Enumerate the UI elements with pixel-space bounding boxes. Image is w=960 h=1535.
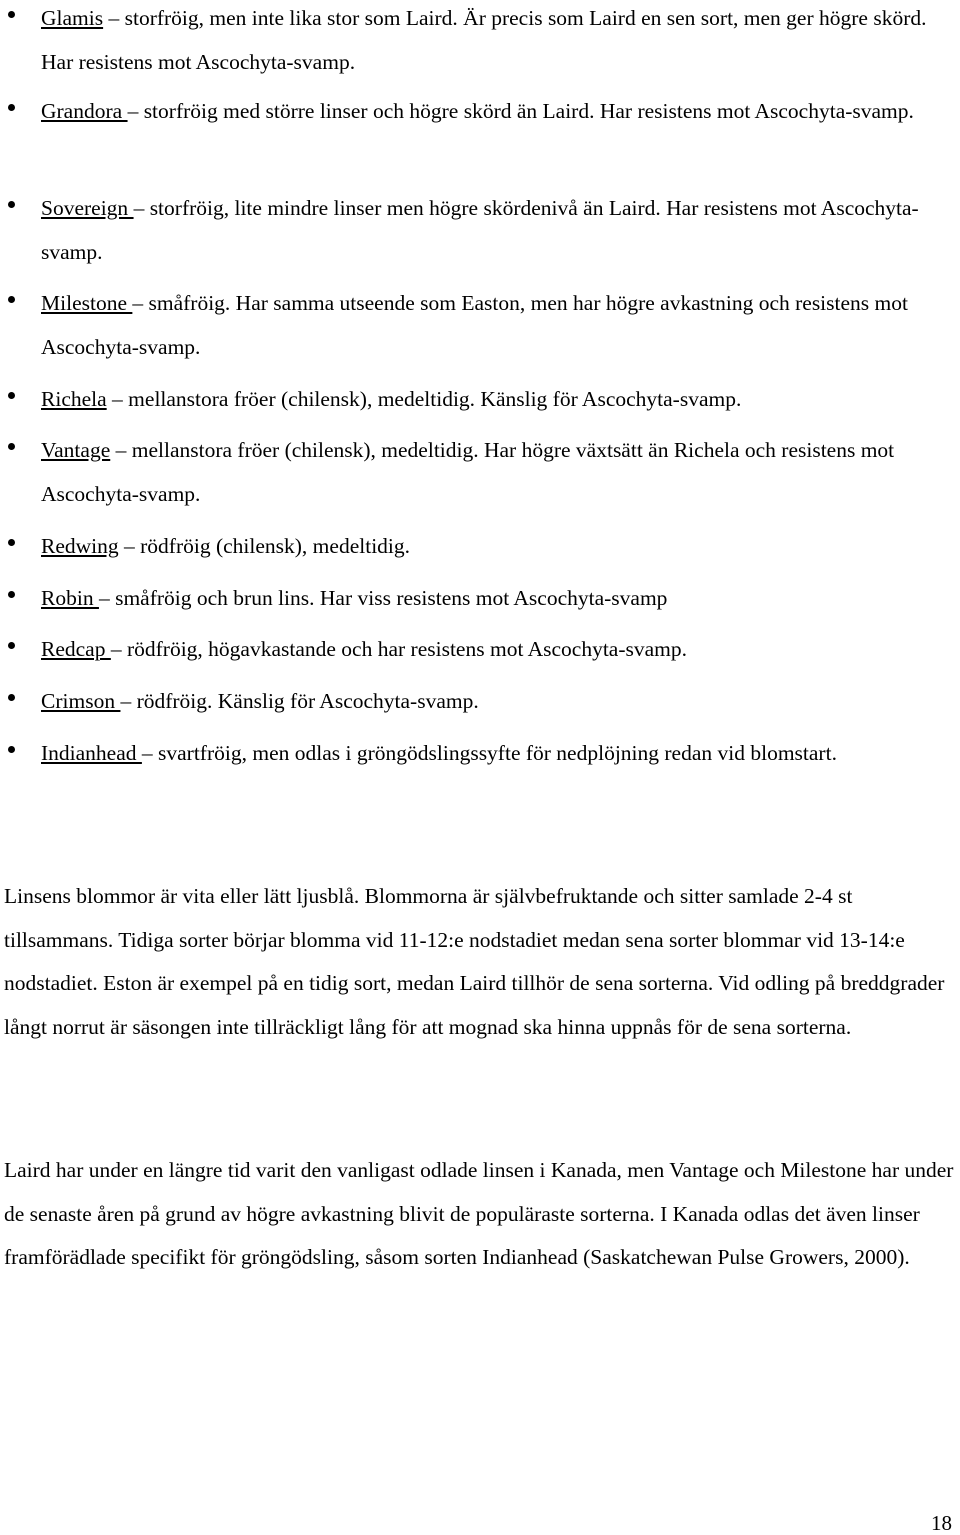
list-item-text (41, 576, 956, 620)
list-item-text (41, 281, 956, 369)
variety-description: – rödfröig. Känslig för Ascochyta-svamp. (120, 689, 479, 713)
variety-description: – mellanstora fröer (chilensk), medeltidig. Har högre växtsätt än Richela och resistens mot Ascochyta-svamp. (41, 438, 895, 506)
bullet-icon (8, 746, 15, 753)
bullet-icon (8, 392, 15, 399)
variety-name: Grandora (41, 99, 128, 123)
bullet-icon (8, 539, 15, 546)
list-item-text (41, 186, 956, 274)
variety-description: – småfröig. Har samma utseende som Easton, men har högre avkastning och resistens mot Ascochyta-svamp. (41, 291, 908, 359)
bullet-icon (8, 694, 15, 701)
variety-name: Glamis (41, 6, 104, 30)
list-item-text (41, 679, 956, 723)
bullet-icon (8, 642, 15, 649)
variety-name: Redcap (41, 637, 111, 661)
bullet-icon (8, 296, 15, 303)
variety-name: Indianhead (41, 741, 142, 765)
variety-description: – rödfröig (chilensk), medeltidig. (118, 534, 411, 558)
variety-description: – storfröig med större linser och högre skörd än Laird. Har resistens mot Ascochyta-svamp. (127, 99, 914, 123)
bullet-icon (8, 104, 15, 111)
list-item-text (41, 524, 956, 568)
list-item-text (41, 377, 956, 421)
bullet-icon (8, 591, 15, 598)
variety-description: – rödfröig, högavkastande och har resistens mot Ascochyta-svamp. (110, 637, 688, 661)
variety-description: – småfröig och brun lins. Har viss resistens mot Ascochyta-svamp (98, 586, 668, 610)
list-item-text (41, 0, 956, 84)
list-item-text (41, 428, 956, 516)
list-item-text (41, 627, 956, 671)
variety-name: Crimson (41, 689, 121, 713)
variety-name: Richela (41, 387, 107, 411)
variety-name: Robin (41, 586, 99, 610)
list-item-text (41, 89, 956, 133)
variety-description: – storfröig, men inte lika stor som Laird. Är precis som Laird en sen sort, men ger högre skörd. Har resistens mot Ascochyta-svamp. (41, 6, 927, 74)
variety-name: Sovereign (41, 196, 134, 220)
variety-name: Vantage (41, 438, 111, 462)
variety-name: Redwing (41, 534, 119, 558)
variety-description: – mellanstora fröer (chilensk), medeltidig. Känslig för Ascochyta-svamp. (106, 387, 742, 411)
bullet-icon (8, 201, 15, 208)
paragraph-flowers: Linsens blommor är vita eller lätt ljusblå. Blommorna är självbefruktande och sitter samlade 2-4 st tillsammans. Tidiga sorter börjar blomma vid 11-12:e nodstadiet medan sena sorter blommar vid 13-14:e nodstadiet. Eston är exempel på en tidig sort, medan Laird tillhör de sena sorterna. Vid odling på breddgrader långt norrut är säsongen inte tillräckligt lång för att mognad ska hinna uppnås för de sena sorterna. (4, 884, 945, 1039)
paragraph-canada: Laird har under en längre tid varit den vanligast odlade linsen i Kanada, men Vantage och Milestone har under de senaste åren på grund av högre avkastning blivit de populäraste sorterna. I Kanada odlas det även linser framförädlade specifikt för gröngödsling, såsom sorten Indianhead (Saskatchewan Pulse Growers, 2000). (4, 1158, 954, 1269)
variety-name: Milestone (41, 291, 133, 315)
variety-description: – storfröig, lite mindre linser men högre skördenivå än Laird. Har resistens mot Ascochyta-svamp. (41, 196, 919, 264)
page-number: 18 (931, 1511, 952, 1535)
bullet-icon (8, 443, 15, 450)
list-item-text (41, 731, 956, 775)
bullet-icon (8, 11, 15, 18)
variety-description: – svartfröig, men odlas i gröngödslingssyfte för nedplöjning redan vid blomstart. (141, 741, 837, 765)
